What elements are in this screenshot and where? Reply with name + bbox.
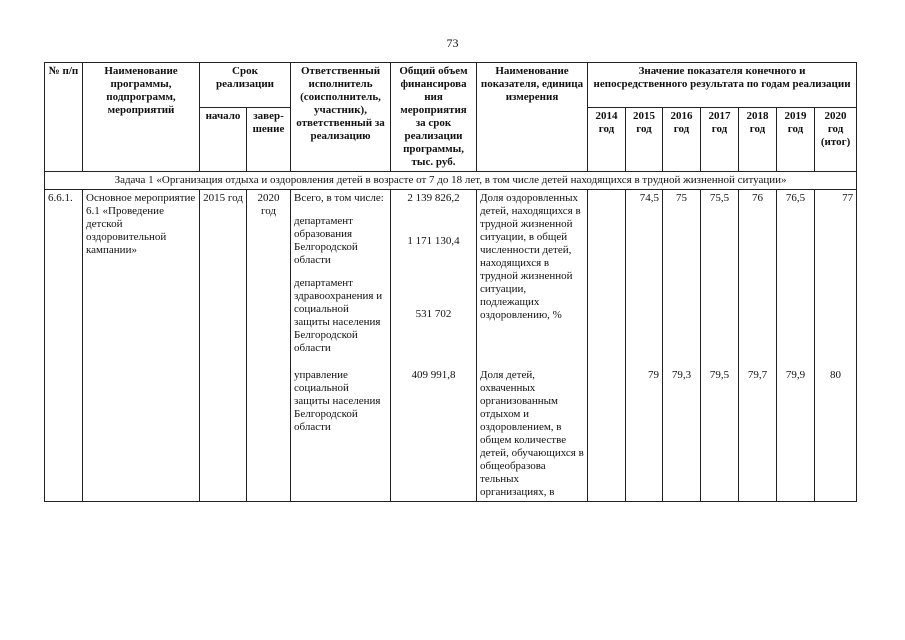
value-2-2018: 79,7: [739, 367, 777, 502]
value-2-2017: 79,5: [701, 367, 739, 502]
header-year-2014: 2014 год: [588, 108, 626, 172]
header-responsible: Ответственный исполнитель (соисполнитель, участник), ответственный за реализацию: [291, 63, 391, 172]
value-1-2016: 75: [663, 190, 701, 368]
header-year-2017: 2017 год: [701, 108, 739, 172]
value-1-2018: 76: [739, 190, 777, 368]
executor-health: департамент здравоохранения и социальной защиты населения Белгородской области: [294, 277, 383, 354]
row-end: 2020 год: [247, 190, 291, 502]
header-year-2020: 2020 год (итог): [815, 108, 857, 172]
header-term-end: завер-шение: [247, 108, 291, 172]
executor-social: управление социальной защиты населения Белгородской области: [294, 369, 381, 433]
header-financing: Общий объем финансирова ния мероприятия за срок реализации программы, тыс. руб.: [391, 63, 477, 172]
task-row: [45, 172, 857, 190]
indicator-1: Доля оздоровленных детей, находящихся в трудной жизненной ситуации, в общей численности детей, находящихся в трудной жизненной ситуации, подлежащих оздоровлению, %: [477, 190, 588, 368]
value-2-2019: 79,9: [777, 367, 815, 502]
row-start: 2015 год: [200, 190, 247, 502]
executors-cell-2: [291, 367, 391, 502]
header-num: № п/п: [45, 63, 83, 172]
value-2-2020: 80: [815, 367, 857, 502]
header-values: Значение показателя конечного и непосредственного результата по годам реализации: [588, 63, 857, 108]
value-2-2016: 79,3: [663, 367, 701, 502]
header-year-2015: 2015 год: [626, 108, 663, 172]
header-year-2019: 2019 год: [777, 108, 815, 172]
value-1-2017: 75,5: [701, 190, 739, 368]
amount-health: 531 702: [415, 308, 452, 320]
value-1-2020: 77: [815, 190, 857, 368]
executor-education: департамент образования Белгородской области: [294, 215, 358, 266]
amounts-cell-2: [391, 367, 477, 502]
value-2-2014: [588, 367, 626, 502]
header-indicator: Наименование показателя, единица измерения: [477, 63, 588, 172]
executors-cell-1: [291, 190, 391, 368]
header-year-2018: 2018 год: [739, 108, 777, 172]
header-term-start: начало: [200, 108, 247, 172]
value-1-2014: [588, 190, 626, 368]
amounts-cell-1: [391, 190, 477, 368]
amount-social: 409 991,8: [411, 369, 456, 381]
row-num: 6.6.1.: [45, 190, 83, 502]
page-number: 73: [446, 36, 459, 50]
value-2-2015: 79: [626, 367, 663, 502]
amount-education: 1 171 130,4: [407, 235, 460, 247]
value-1-2015: 74,5: [626, 190, 663, 368]
header-name: Наименование программы, подпрограмм, мероприятий: [83, 63, 200, 172]
table-row: [45, 190, 857, 368]
executor-total: Всего, в том числе:: [294, 192, 384, 204]
header-year-2016: 2016 год: [663, 108, 701, 172]
header-row-1: [45, 63, 857, 108]
program-table: [44, 62, 857, 502]
header-term: Срок реализации: [200, 63, 291, 108]
indicator-2: Доля детей, охваченных организованным отдыхом и оздоровлением, в общем количестве детей, обучающихся в общеобразова тельных организациях, в: [477, 367, 588, 502]
amount-total: 2 139 826,2: [407, 192, 460, 204]
task-title: Задача 1 «Организация отдыха и оздоровления детей в возрасте от 7 до 18 лет, в том числе детей находящихся в трудной жизненной ситуации»: [45, 172, 857, 190]
value-1-2019: 76,5: [777, 190, 815, 368]
row-name: Основное мероприятие 6.1 «Проведение детской оздоровительной кампании»: [83, 190, 200, 502]
